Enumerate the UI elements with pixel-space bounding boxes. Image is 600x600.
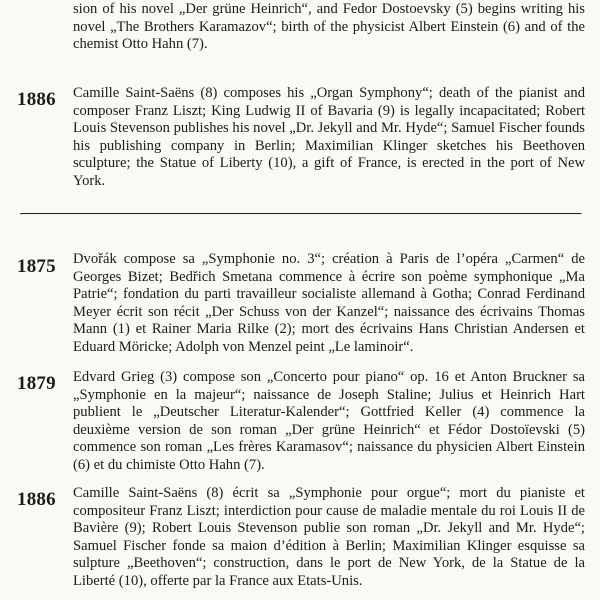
entry-text: Dvořák compose sa „Symphonie no. 3“; création à Paris de l’opéra „Carmen“ de Georges Bizet; Bedřich Smetana commence à écrire son poème symphonique „Ma Patrie“; fondation du parti travailleur socialiste allemand à Gotha; Conrad Ferdinand Meyer écrit son récit „Der Schuss von der Kanzel“; naissance des écrivains Thomas Mann (1) et Rainer Maria Rilke (2); mort des écrivains Hans Christian Andersen et Eduard Möricke; Adolph von Menzel peint „Le laminoir“. [73, 251, 585, 355]
entry-year: 1886 [17, 89, 56, 110]
english-continuation-text: sion of his novel „Der grüne Heinrich“, and Fedor Dostoevsky (5) begins writing his novel „The Brothers Karamazov“; birth of the physicist Albert Einstein (6) and of the chemist Otto Hahn (7). [73, 1, 585, 53]
entry-text: Edvard Grieg (3) compose son „Concerto pour piano“ op. 16 et Anton Bruckner sa „Symphonie en la majeur“; naissance de Joseph Staline; Julius et Heinrich Hart publient le „Deutscher Literatur-Kalender“; Gottfried Keller (4) commence la deuxième version de son roman „Der grüne Heinrich“ et Fédor Dostoïevski (5) commence son roman „Les frères Karamasov“; naissance du physicien Albert Einstein (6) et du chimiste Otto Hahn (7). [73, 369, 585, 473]
section-divider [20, 213, 582, 215]
entry-text: Camille Saint-Saëns (8) écrit sa „Symphonie pour orgue“; mort du pianiste et compositeur Franz Liszt; interdiction pour cause de maladie mentale du roi Louis II de Bavière (9); Robert Louis Stevenson publie son roman „Dr. Jekyll and Mr. Hyde“; Samuel Fischer fonde sa maion d’édition à Berlin; Maximilian Klinger esquisse sa sulpture „Beethoven“; construction, dans le port de New York, de la Statue de la Liberté (10), offerte par la France aux Etats-Unis. [73, 485, 585, 589]
entry-year: 1886 [17, 489, 56, 510]
entry-year: 1875 [17, 256, 56, 277]
entry-text: Camille Saint-Saëns (8) composes his „Organ Symphony“; death of the pianist and composer Franz Liszt; King Ludwig II of Bavaria (9) is legally incapacitated; Robert Louis Stevenson publishes his novel „Dr. Jekyll and Mr. Hyde“; Samuel Fischer founds his publishing company in Berlin; Maximilian Klinger sketches his Beethoven sculpture; the Statue of Liberty (10), a gift of France, is erected in the port of New York. [73, 85, 585, 189]
entry-year: 1879 [17, 373, 56, 394]
